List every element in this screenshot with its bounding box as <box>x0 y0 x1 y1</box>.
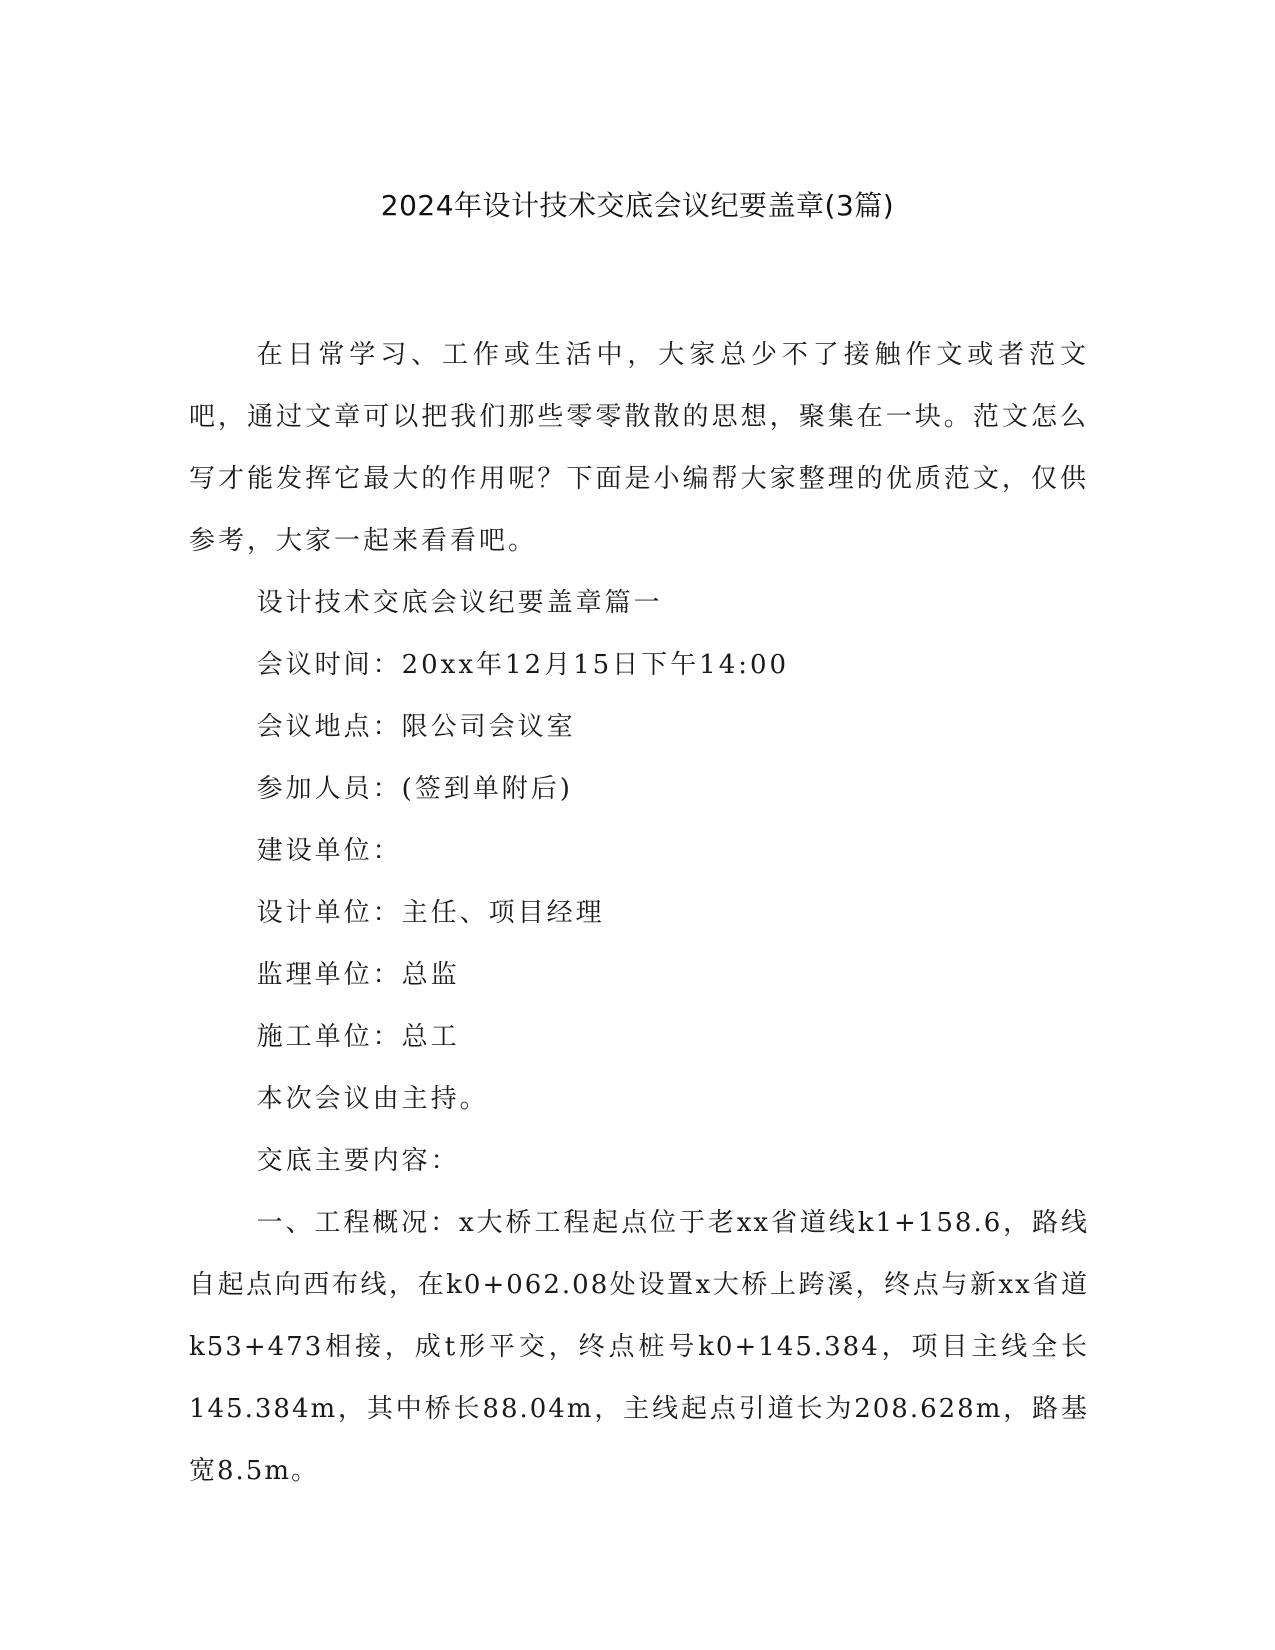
meeting-location: 会议地点：限公司会议室 <box>256 712 576 742</box>
intro-paragraph: 在日常学习、工作或生活中，大家总少不了接触作文或者范文吧，通过文章可以把我们那些零零散散的思想，聚集在一块。范文怎么写才能发挥它最大的作用呢？下面是小编帮大家整理的优质范文，仅供参考，大家一起来看看吧。 <box>189 340 1089 556</box>
document-title: 2024年设计技术交底会议纪要盖章(3篇) <box>380 189 895 222</box>
design-unit: 设计单位：主任、项目经理 <box>256 898 605 928</box>
attendees: 参加人员：(签到单附后) <box>256 774 573 804</box>
project-overview: 一、工程概况：x大桥工程起点位于老xx省道线k1+158.6，路线自起点向西布线，在k0+062.08处设置x大桥上跨溪，终点与新xx省道k53+473相接，成t形平交，终点桩号k0+145.384，项目主线全长145.384m，其中桥长88.04m，主线起点引道长为208.628m，路基宽8.5m。 <box>189 1208 1089 1486</box>
document-body <box>189 324 1089 1502</box>
section-heading: 设计技术交底会议纪要盖章篇一 <box>256 588 663 618</box>
meeting-host: 本次会议由主持。 <box>256 1084 489 1114</box>
main-content-label: 交底主要内容： <box>256 1146 460 1176</box>
supervision-unit: 监理单位：总监 <box>256 960 460 990</box>
construction-unit: 建设单位： <box>256 836 402 866</box>
contractor-unit: 施工单位：总工 <box>256 1022 460 1052</box>
meeting-time: 会议时间：20xx年12月15日下午14:00 <box>256 650 790 680</box>
